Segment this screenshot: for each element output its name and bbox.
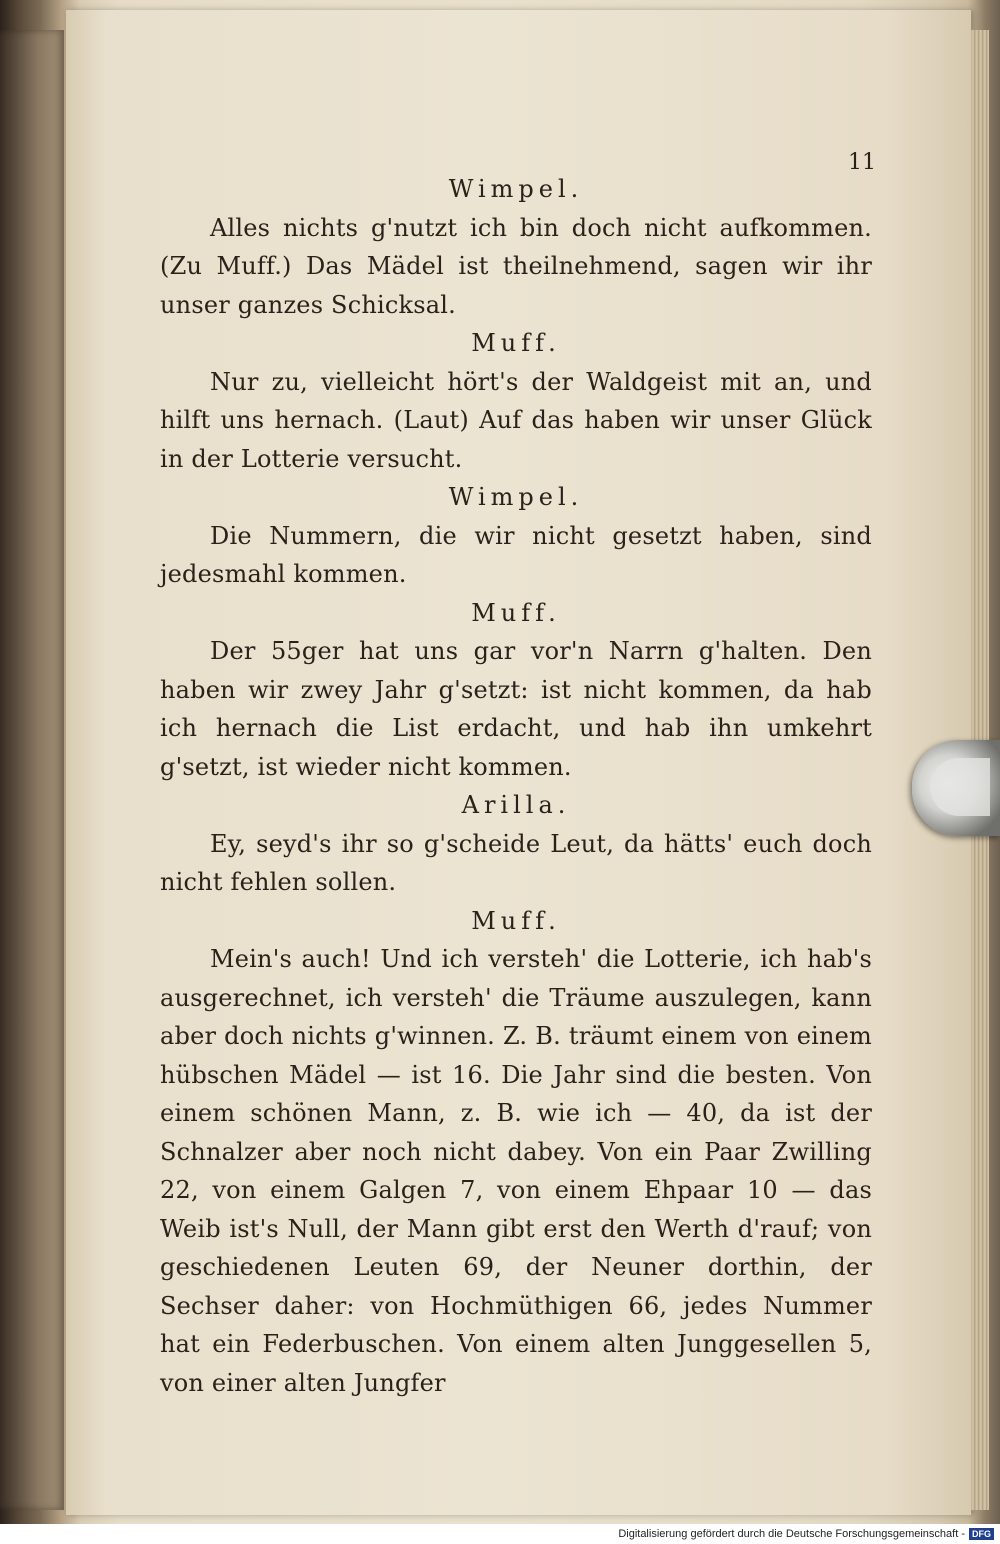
page-clip-highlight xyxy=(930,758,990,816)
page-text xyxy=(160,170,872,1402)
dialogue-paragraph: Der 55ger hat uns gar vor'n Narrn g'halten. Den haben wir zwey Jahr g'setzt: ist nicht kommen, da hab ich hernach die List erdacht, und hab ihn umkehrt g'setzt, ist wieder nicht kommen. xyxy=(160,637,872,781)
speaker-heading: Muff. xyxy=(471,329,561,357)
dialogue-paragraph: Ey, seyd's ihr so g'scheide Leut, da hätts' euch doch nicht fehlen sollen. xyxy=(160,829,872,896)
footer-bar xyxy=(0,1524,1000,1544)
speaker-heading: Arilla. xyxy=(461,791,571,819)
dialogue-paragraph: Mein's auch! Und ich versteh' die Lotterie, ich hab's ausgerechnet, ich versteh' die Träume auszulegen, kann aber doch nichts g'winnen. Z. B. träumt einem von einem hübschen Mädel — ist 16. Die Jahr sind die besten. Von einem schönen Mann, z. B. wie ich — 40, da ist der Schnalzer aber noch nicht dabey. Von ein Paar Zwilling 22, von einem Galgen 7, von einem Ehpaar 10 — das Weib ist's Null, der Mann gibt erst den Werth d'rauf; von geschiedenen Leuten 69, der Neuner dorthin, der Sechser daher: von Hochmüthigen 66, jedes Nummer hat ein Federbuschen. Von einem alten Junggesellen 5, von einer alten Jungfer xyxy=(160,945,872,1397)
dfg-logo: DFG xyxy=(969,1528,994,1540)
dialogue-paragraph: Alles nichts g'nutzt ich bin doch nicht aufkommen. (Zu Muff.) Das Mädel ist theilnehmend, sagen wir ihr unser ganzes Schicksal. xyxy=(160,213,872,319)
speaker-heading: Muff. xyxy=(471,906,561,935)
dialogue-paragraph: Nur zu, vielleicht hört's der Waldgeist mit an, und hilft uns hernach. (Laut) Auf das haben wir unser Glück in der Lotterie versucht. xyxy=(160,367,872,473)
page-clip xyxy=(912,740,1000,836)
dialogue-paragraph: Die Nummern, die wir nicht gesetzt haben, sind jedesmahl kommen. xyxy=(160,521,872,588)
speaker-heading: Wimpel. xyxy=(448,175,584,203)
page-number: 11 xyxy=(848,150,876,175)
speaker-heading: Muff. xyxy=(471,598,561,627)
previous-page-edge xyxy=(0,30,64,1510)
footer-credit: Digitalisierung gefördert durch die Deutsche Forschungsgemeinschaft - xyxy=(618,1528,965,1540)
speaker-heading: Wimpel. xyxy=(448,483,584,511)
